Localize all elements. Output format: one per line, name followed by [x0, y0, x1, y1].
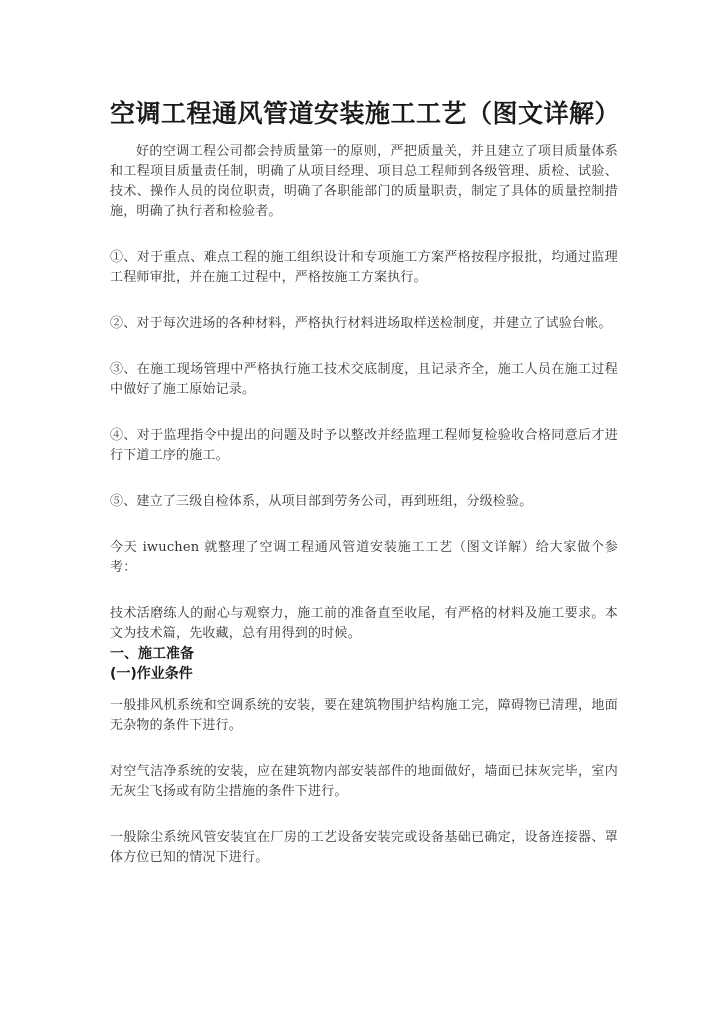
list-item: ②、对于每次进场的各种材料，严格执行材料进场取样送检制度，并建立了试验台帐。: [110, 316, 612, 331]
subsection-heading: (一)作业条件: [110, 666, 193, 682]
note-paragraph: 技术活磨练人的耐心与观察力，施工前的准备直至收尾，有严格的材料及施工要求。本文为技术篇，先收藏，总有用得到的时候。: [110, 606, 618, 641]
document-page: [110, 96, 621, 868]
list-item: ⑤、建立了三级自检体系，从项目部到劳务公司，再到班组，分级检验。: [110, 494, 533, 509]
condition-paragraph: 一般排风机系统和空调系统的安装，要在建筑物围护结构施工完，障碍物已清理，地面无杂物的条件下进行。: [110, 698, 618, 733]
summary-paragraph: 今天 iwuchen 就整理了空调工程通风管道安装施工工艺（图文详解）给大家做个参考：: [110, 540, 618, 575]
intro-paragraph: 好的空调工程公司都会持质量第一的原则，严把质量关，并且建立了项目质量体系和工程项目质量责任制，明确了从项目经理、项目总工程师到各级管理、质检、试验、技术、操作人员的岗位职责，明确了各职能部门的质量职责，制定了具体的质量控制措施，明确了执行者和检验者。: [110, 144, 618, 219]
condition-paragraph: 对空气洁净系统的安装，应在建筑物内部安装部件的地面做好，墙面已抹灰完毕，室内无灰尘飞扬或有防尘措施的条件下进行。: [110, 764, 618, 799]
document-title: 空调工程通风管道安装施工工艺（图文详解）: [110, 99, 621, 128]
section-heading: 一、施工准备: [110, 646, 194, 662]
list-item: ④、对于监理指令中提出的问题及时予以整改并经监理工程师复检验收合格同意后才进行下道工序的施工。: [110, 428, 618, 463]
condition-paragraph: 一般除尘系统风管安装宜在厂房的工艺设备安装完或设备基础已确定，设备连接器、罩体方位已知的情况下进行。: [110, 830, 618, 865]
list-item: ①、对于重点、难点工程的施工组织设计和专项施工方案严格按程序报批，均通过监理工程师审批，并在施工过程中，严格按施工方案执行。: [110, 250, 618, 285]
list-item: ③、在施工现场管理中严格执行施工技术交底制度，且记录齐全，施工人员在施工过程中做好了施工原始记录。: [110, 362, 618, 397]
